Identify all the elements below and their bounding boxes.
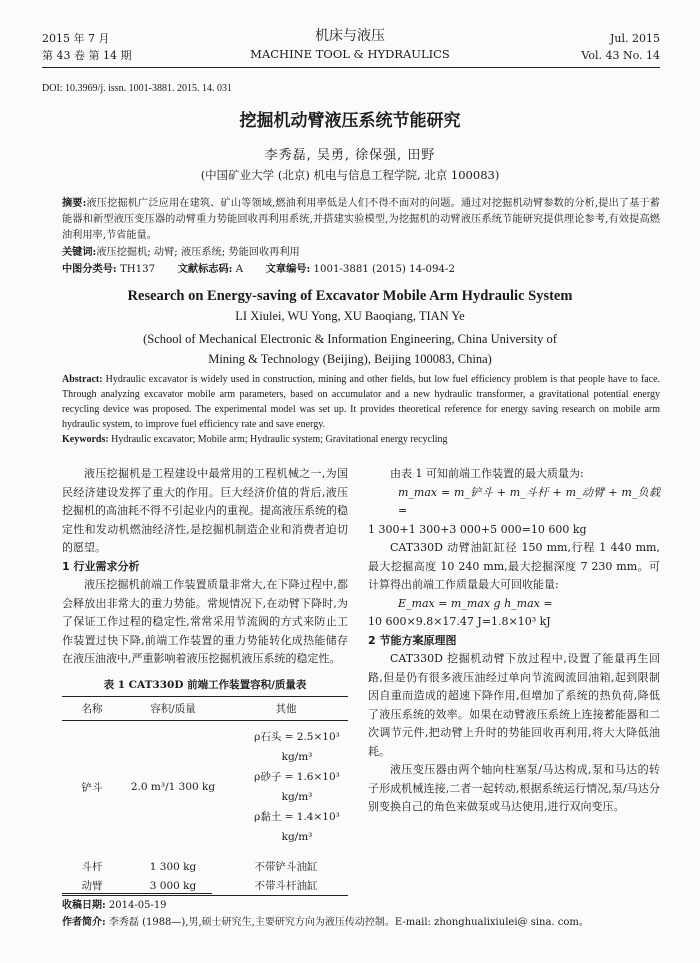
table-cell-name: 动臂 — [62, 876, 122, 896]
table-cell-other: 不带铲斗油缸 — [254, 861, 318, 873]
equation-max-mass: m_max = m_铲斗 + m_斗杆 + m_动臂 + m_负载 = — [398, 485, 660, 517]
affiliation-en-line1: (School of Mechanical Electronic & Information Engineering, China University of — [143, 332, 557, 346]
affiliation-en-line2: Mining & Technology (Beijing), Beijing 100083, China) — [208, 352, 492, 366]
journal-name-cn: 机床与液压 — [315, 28, 385, 44]
doc-code-value: A — [235, 264, 244, 275]
abstract-cn-label: 摘要: — [62, 197, 87, 209]
author-bio — [62, 914, 662, 931]
density-sand: ρ砂子 = 1.6×10³ kg/m³ — [254, 771, 340, 803]
received-value: 2014-05-19 — [108, 900, 167, 911]
paper-title-en: Research on Energy-saving of Excavator Mobile Arm Hydraulic System — [127, 288, 573, 304]
issue-volume-cn: 第 43 卷 第 14 期 — [42, 49, 132, 62]
keywords-cn-label: 关键词: — [62, 246, 97, 258]
authors-cn: 李秀磊, 吴勇, 徐保强, 田野 — [264, 148, 436, 163]
equation-max-energy-result: 10 600×9.8×17.47 J=1.8×10³ kJ — [368, 615, 551, 628]
header-rule — [42, 67, 660, 68]
table-cell-name: 铲斗 — [81, 781, 103, 794]
table-cell-densities — [224, 721, 348, 854]
doc-code-label: 文献标志码: — [177, 263, 233, 275]
table-cell-other: 不带斗杆油缸 — [224, 876, 348, 896]
abstract-en-label: Abstract: — [62, 374, 103, 385]
paragraph-max-mass-intro: 由表 1 可知前端工作装置的最大质量为: — [390, 467, 584, 480]
section2-paragraph-1: CAT330D 挖掘机动臂下放过程中,设置了能量再生回路,但是仍有很多液压油经过单向节流阀流回油箱,起到限制因自重而造成的超速下降作用,但增加了系统的热负荷,降低了液压系统的效率。如果在动臂液压系统上连接蓄能器和二次调节元件,把动臂上升时的势能回收再利用,将大大降低油耗。 — [368, 652, 660, 758]
keywords-en-label: Keywords: — [62, 434, 109, 445]
density-clay: ρ黏土 = 1.4×10³ kg/m³ — [254, 811, 340, 843]
abstract-en — [62, 372, 660, 432]
left-column — [62, 465, 348, 669]
clc-value: TH137 — [119, 264, 156, 275]
paper-title-cn: 挖掘机动臂液压系统节能研究 — [239, 111, 461, 131]
table-header-cell: 名称 — [62, 697, 122, 721]
article-no-value: 1001-3881 (2015) 14-094-2 — [313, 264, 455, 275]
affiliation-en — [0, 329, 700, 369]
issue-volume-en: Vol. 43 No. 14 — [581, 49, 660, 62]
equation-max-energy: E_max = m_max g h_max = — [398, 596, 553, 610]
issue-date-en: Jul. 2015 — [610, 32, 660, 45]
density-stone: ρ石头 = 2.5×10³ kg/m³ — [254, 731, 340, 763]
authors-en: LI Xiulei, WU Yong, XU Baoqiang, TIAN Ye — [235, 309, 465, 323]
clc-label: 中图分类号: — [62, 263, 117, 275]
abstract-cn-text: 液压挖掘机广泛应用在建筑、矿山等领域,燃油利用率低是人们不得不面对的问题。通过对挖掘机动臂参数的分析,提出了基于蓄能器和新型液压变压器的动臂重力势能回收再利用系统,并搭建实验模型,为挖掘机的动臂液压系统节能研究提供理论参考,有效提高燃油利用率,节省能量。 — [62, 198, 660, 241]
section1-paragraph: 液压挖掘机前端工作装置质量非常大,在下降过程中,都会释放出非常大的重力势能。常规情况下,在动臂下降时,为了保证工作过程的稳定性,常常采用节流阀的方式来防止工作装置过快下降,前端工作装置的重力势能转化成热能储存在液压油液中,严重影响着液压挖掘机液压系统的稳定性。 — [62, 578, 348, 665]
table1 — [62, 696, 348, 896]
table-row — [62, 853, 348, 876]
author-bio-label: 作者简介: — [62, 917, 106, 928]
keywords-cn-text: 液压挖掘机; 动臂; 液压系统; 势能回收再利用 — [96, 247, 300, 258]
received-date — [62, 897, 662, 914]
keywords-cn — [62, 244, 660, 261]
table-header-cell: 其他 — [224, 697, 348, 721]
table-cell-value: 3 000 kg — [122, 876, 224, 896]
right-column — [368, 465, 660, 817]
table-cell-value: 2.0 m³/1 300 kg — [130, 781, 216, 793]
classification-line — [62, 261, 660, 278]
table-header-cell: 容积/质量 — [122, 697, 224, 721]
table1-caption: 表 1 CAT330D 前端工作装置容积/质量表 — [103, 679, 307, 691]
section2-heading: 2 节能方案原理图 — [368, 633, 457, 647]
journal-name-en: MACHINE TOOL & HYDRAULICS — [250, 47, 450, 61]
table-row — [62, 721, 348, 854]
author-bio-text: 李秀磊 (1988—),男,硕士研究生,主要研究方向为液压传动控制。E-mail: zhonghualixiulei@ sina. com。 — [108, 917, 589, 928]
section1-heading: 1 行业需求分析 — [62, 559, 140, 573]
doi: DOI: 10.3969/j. issn. 1001-3881. 2015. 14. 031 — [42, 83, 232, 94]
equation-max-mass-result: 1 300+1 300+3 000+5 000=10 600 kg — [368, 522, 587, 536]
table-header-row — [62, 697, 348, 721]
issue-date-cn: 2015 年 7 月 — [42, 32, 110, 45]
paragraph-cylinder-params: CAT330D 动臂油缸缸径 150 mm,行程 1 440 mm,最大挖掘高度 10 240 mm,最大挖掘深度 7 230 mm。可计算得出前端工作质量最大可回收能量: — [368, 541, 660, 591]
intro-paragraph: 液压挖掘机是工程建设中最常用的工程机械之一,为国民经济建设发挥了重大的作用。巨大经济价值的背后,液压挖掘机的高油耗不得不引起业内的重视。提高液压系统的稳定性和发动机燃油经济性,是挖掘机制造企业和消费者迫切的愿望。 — [62, 467, 348, 554]
abstract-cn — [62, 195, 660, 244]
section2-paragraph-2: 液压变压器由两个轴向柱塞泵/马达构成,泵和马达的转子形成机械连接,二者一起转动,根据系统运行情况,泵/马达分别变换自己的角色来做泵或马达使用,进行双向变压。 — [368, 763, 660, 813]
keywords-en-text: Hydraulic excavator; Mobile arm; Hydraulic system; Gravitational energy recycling — [111, 434, 448, 445]
table-cell-name: 斗杆 — [81, 861, 103, 873]
abstract-en-text: Hydraulic excavator is widely used in construction, mining and other fields, but low fuel efficiency problem is that people have to face. Through analyzing excavator mobile arm parameters, based on accumulator and a new hydraulic transformer, a gravitational potential energy recycling device was proposed. The experimental model was set up. It provides theoretical reference for energy saving research on mobile arm hydraulic system, to improve fuel efficiency rate and save energy. — [62, 374, 661, 430]
header-right — [581, 30, 660, 64]
received-label: 收稿日期: — [62, 900, 106, 911]
footnote-rule — [62, 893, 212, 894]
affiliation-cn: (中国矿业大学 (北京) 机电与信息工程学院, 北京 100083) — [200, 168, 500, 182]
article-no-label: 文章编号: — [265, 263, 311, 275]
keywords-en — [62, 434, 660, 445]
table-cell-value: 1 300 kg — [149, 860, 197, 873]
